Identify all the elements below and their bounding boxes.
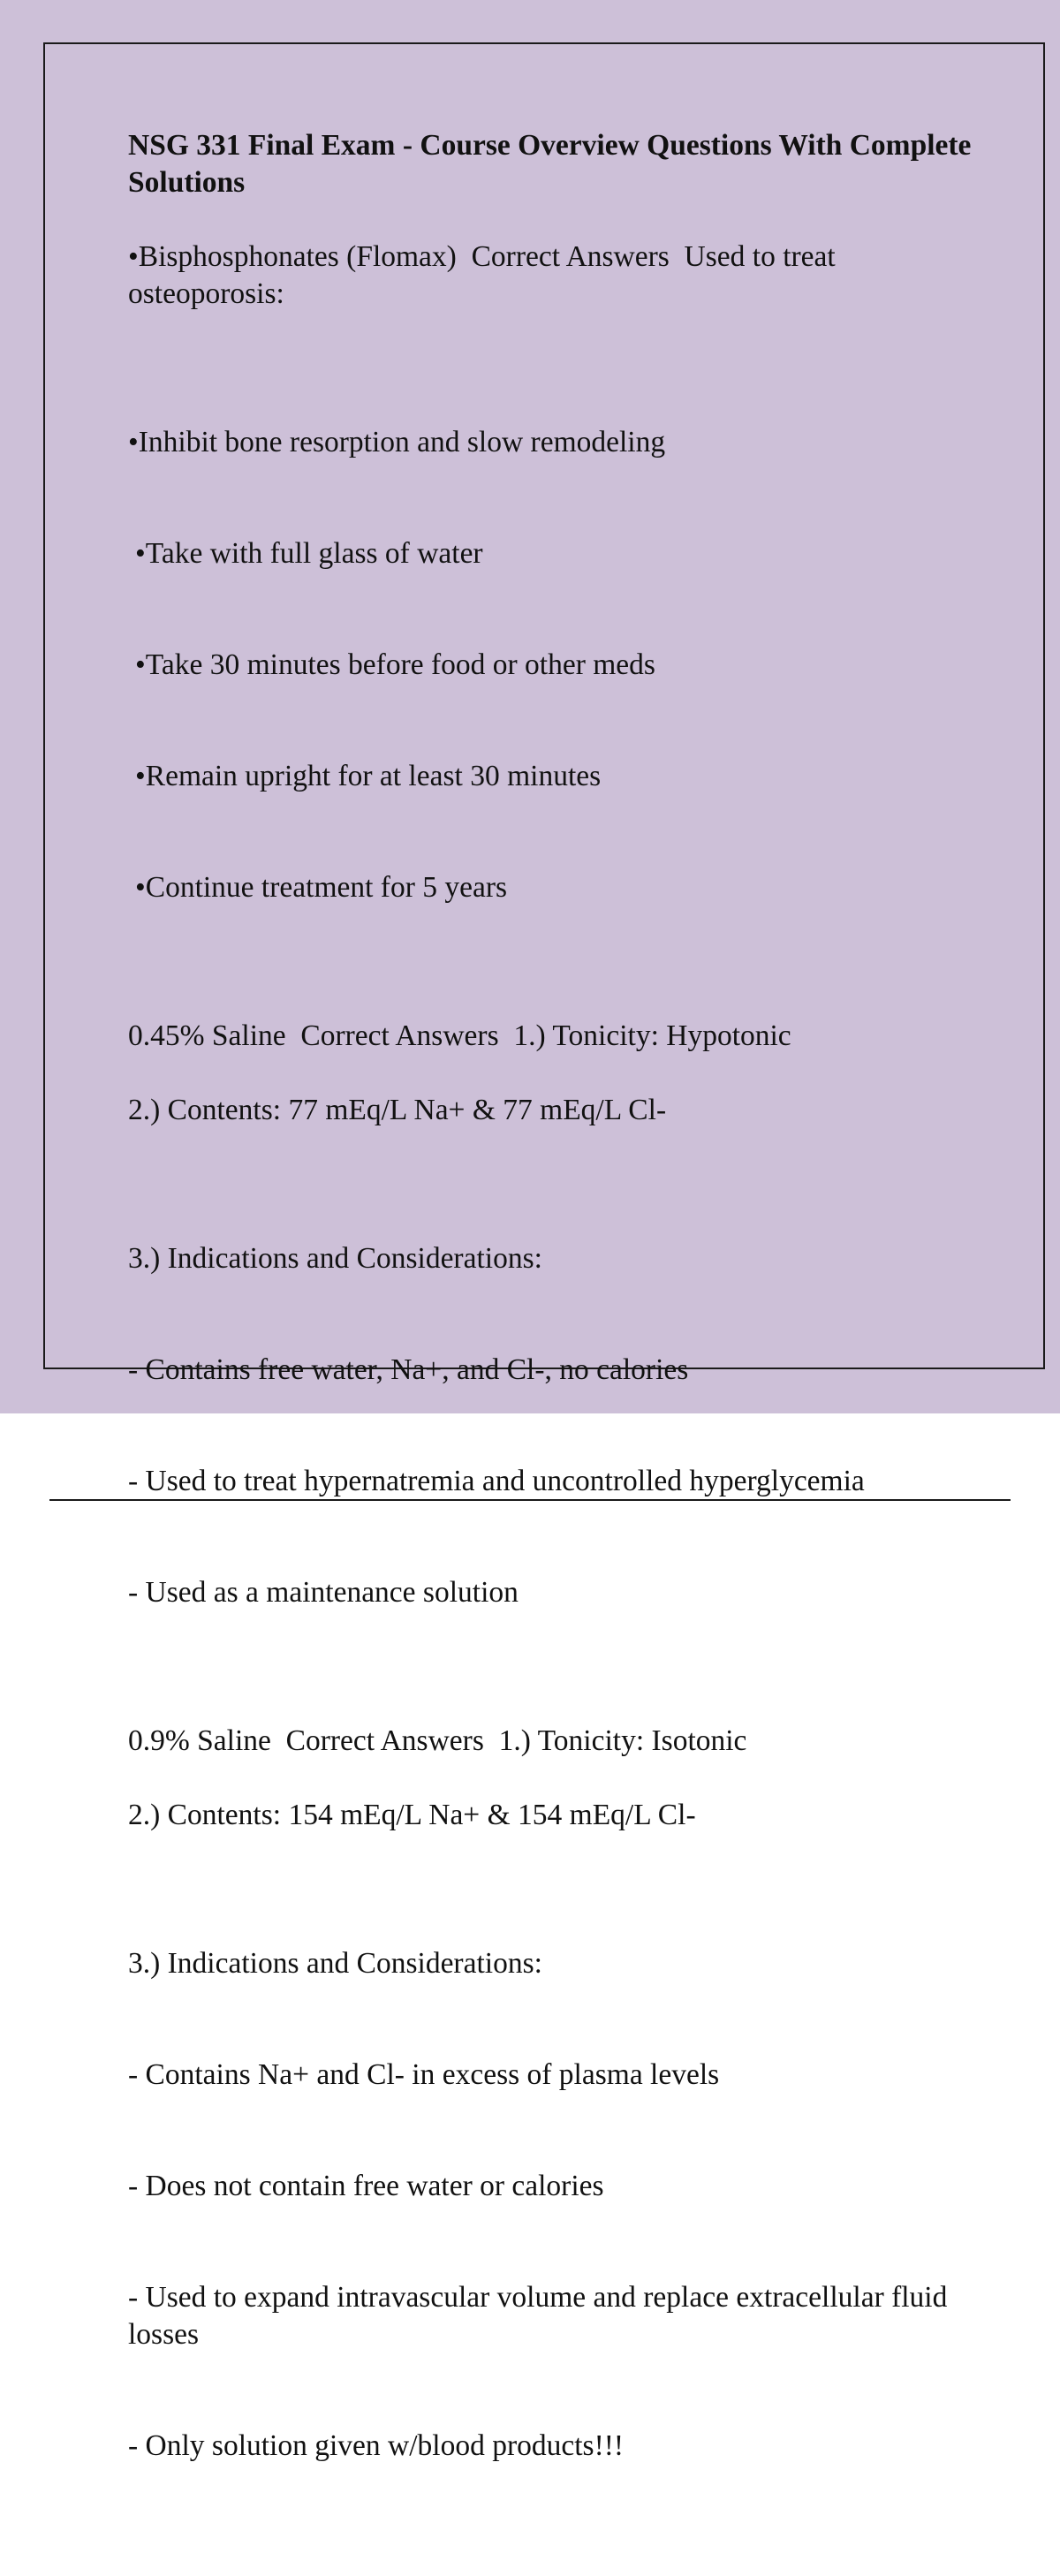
indication-item: - Only solution given w/blood products!!! [128, 2429, 625, 2462]
saline-045-question: 0.45% Saline Correct Answers 1.) Tonicity: Hypotonic [128, 1019, 791, 1052]
indication-item: - Used to expand intravascular volume and replace extracellular fluid losses [128, 2281, 948, 2351]
saline-045-contents: 2.) Contents: 77 mEq/L Na+ & 77 mEq/L Cl- [128, 1094, 667, 1126]
indications-heading: 3.) Indications and Considerations: [128, 1242, 542, 1275]
saline-09-question: 0.9% Saline Correct Answers 1.) Tonicity: Isotonic [128, 1724, 747, 1757]
indication-item: - Contains free water, Na+, and Cl-, no calories [128, 1353, 689, 1386]
bullet-item: •Continue treatment for 5 years [135, 871, 508, 904]
indication-item: - Contains Na+ and Cl- in excess of plasma levels [128, 2058, 720, 2091]
bisphosphonates-bullets [128, 350, 976, 981]
saline-09-contents: 2.) Contents: 154 mEq/L Na+ & 154 mEq/L Cl- [128, 1799, 696, 1831]
bullet-item: •Take 30 minutes before food or other meds [135, 648, 655, 681]
document-title: NSG 331 Final Exam - Course Overview Questions With Complete Solutions [128, 129, 972, 199]
bullet-item: •Inhibit bone resorption and slow remodeling [128, 426, 666, 458]
footer-divider [49, 1499, 1011, 1501]
bullet-item: •Take with full glass of water [135, 537, 483, 570]
bisphosphonates-question: •Bisphosphonates (Flomax) Correct Answers Used to treat osteoporosis: [128, 240, 844, 310]
document-body [128, 127, 976, 2576]
indications-heading: 3.) Indications and Considerations: [128, 1947, 542, 1980]
saline-09-indications [128, 1871, 976, 2539]
saline-045-indications [128, 1166, 976, 1686]
bullet-item: •Remain upright for at least 30 minutes [135, 760, 602, 792]
indication-item: - Used as a maintenance solution [128, 1576, 519, 1609]
indication-item: - Used to treat hypernatremia and uncontrolled hyperglycemia [128, 1465, 865, 1497]
indication-item: - Does not contain free water or calories [128, 2170, 604, 2202]
